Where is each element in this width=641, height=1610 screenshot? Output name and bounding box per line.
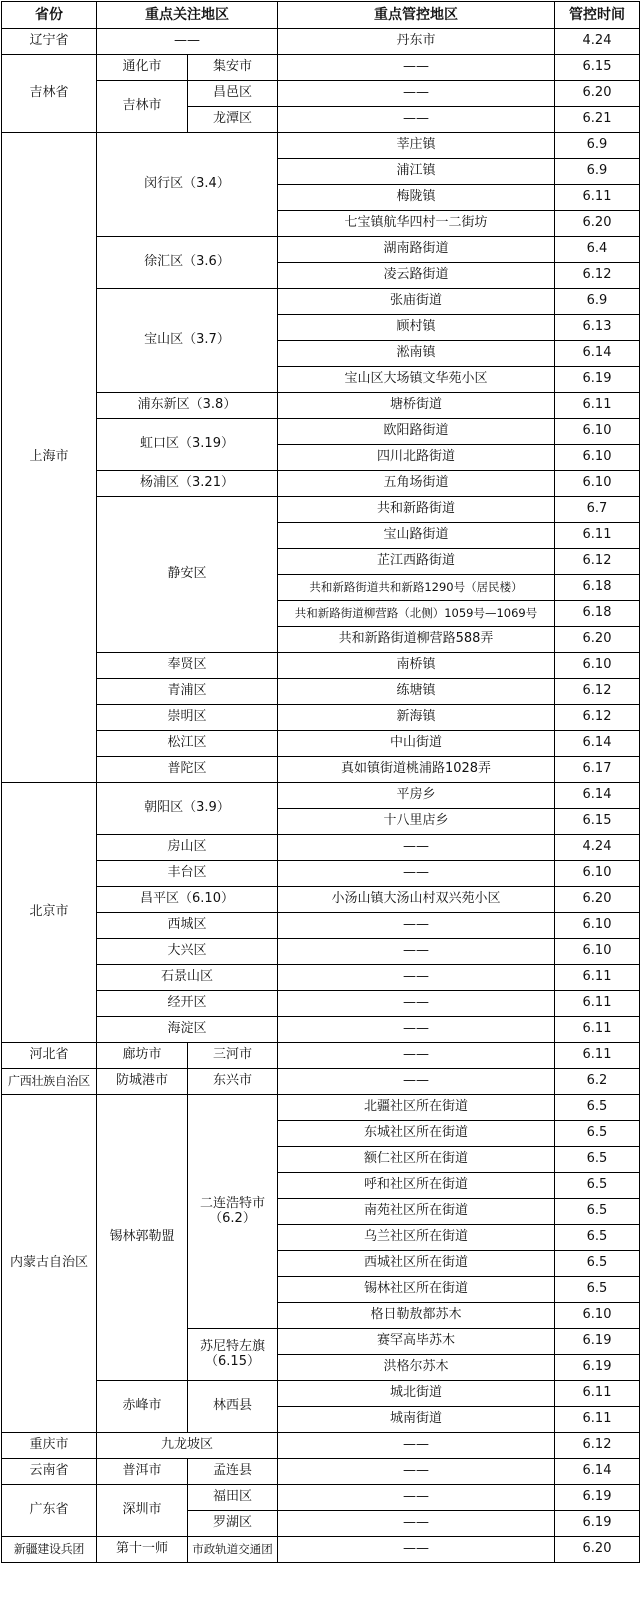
control-time-cell: 6.10 — [555, 913, 640, 939]
table-row — [2, 757, 640, 783]
table-row — [2, 887, 640, 913]
control-area-cell: 新海镇 — [278, 705, 555, 731]
control-area-cell: 共和新路街道柳营路588弄 — [278, 627, 555, 653]
control-area-cell: 南苑社区所在街道 — [278, 1199, 555, 1225]
header-focus-area: 重点关注地区 — [97, 2, 278, 29]
control-time-cell: 6.9 — [555, 289, 640, 315]
city-cell: 通化市 — [97, 55, 188, 81]
table-row — [2, 965, 640, 991]
district-cell: 罗湖区 — [188, 1511, 278, 1537]
control-area-cell: —— — [278, 991, 555, 1017]
table-row — [2, 1381, 640, 1407]
control-time-cell: 6.19 — [555, 1511, 640, 1537]
focus-cell: 虹口区（3.19） — [97, 419, 278, 471]
focus-cell: 石景山区 — [97, 965, 278, 991]
control-time-cell: 6.11 — [555, 965, 640, 991]
focus-cell: —— — [97, 29, 278, 55]
city-cell: 深圳市 — [97, 1485, 188, 1537]
control-time-cell: 6.5 — [555, 1095, 640, 1121]
district-cell: 市政轨道交通团 — [188, 1537, 278, 1563]
control-area-cell: 浦江镇 — [278, 159, 555, 185]
control-area-cell: 塘桥街道 — [278, 393, 555, 419]
control-time-cell: 6.10 — [555, 445, 640, 471]
control-time-cell: 6.12 — [555, 263, 640, 289]
control-time-cell: 6.5 — [555, 1277, 640, 1303]
control-area-cell: 共和新路街道 — [278, 497, 555, 523]
control-time-cell: 6.14 — [555, 1459, 640, 1485]
header-province: 省份 — [2, 2, 97, 29]
control-area-cell: —— — [278, 107, 555, 133]
city-cell: 普洱市 — [97, 1459, 188, 1485]
focus-cell: 杨浦区（3.21） — [97, 471, 278, 497]
district-cell: 集安市 — [188, 55, 278, 81]
control-time-cell: 6.20 — [555, 211, 640, 237]
control-area-cell: 小汤山镇大汤山村双兴苑小区 — [278, 887, 555, 913]
table-row — [2, 1043, 640, 1069]
control-time-cell: 6.20 — [555, 887, 640, 913]
table-row — [2, 913, 640, 939]
control-time-cell: 6.5 — [555, 1225, 640, 1251]
table-row — [2, 393, 640, 419]
province-cell: 内蒙古自治区 — [2, 1095, 97, 1433]
control-area-cell: 真如镇街道桃浦路1028弄 — [278, 757, 555, 783]
control-area-cell: 宝山路街道 — [278, 523, 555, 549]
control-area-cell: 宝山区大场镇文华苑小区 — [278, 367, 555, 393]
control-area-cell: 额仁社区所在街道 — [278, 1147, 555, 1173]
control-area-cell: 五角场街道 — [278, 471, 555, 497]
province-cell: 吉林省 — [2, 55, 97, 133]
control-time-cell: 6.10 — [555, 471, 640, 497]
control-time-cell: 6.12 — [555, 549, 640, 575]
city-cell: 防城港市 — [97, 1069, 188, 1095]
city-cell: 赤峰市 — [97, 1381, 188, 1433]
control-time-cell: 4.24 — [555, 29, 640, 55]
control-time-cell: 6.10 — [555, 419, 640, 445]
control-time-cell: 6.20 — [555, 1537, 640, 1563]
control-time-cell: 6.9 — [555, 133, 640, 159]
control-time-cell: 6.20 — [555, 81, 640, 107]
city-cell: 锡林郭勒盟 — [97, 1095, 188, 1381]
province-cell: 辽宁省 — [2, 29, 97, 55]
control-area-cell: 乌兰社区所在街道 — [278, 1225, 555, 1251]
focus-cell: 奉贤区 — [97, 653, 278, 679]
control-area-cell: 中山街道 — [278, 731, 555, 757]
control-time-cell: 6.12 — [555, 705, 640, 731]
control-time-cell: 6.15 — [555, 55, 640, 81]
province-cell: 上海市 — [2, 133, 97, 783]
control-area-cell: 城北街道 — [278, 1381, 555, 1407]
control-area-cell: 梅陇镇 — [278, 185, 555, 211]
province-cell: 河北省 — [2, 1043, 97, 1069]
control-time-cell: 6.19 — [555, 367, 640, 393]
control-time-cell: 6.11 — [555, 523, 640, 549]
control-area-cell: 顾村镇 — [278, 315, 555, 341]
control-area-cell: —— — [278, 913, 555, 939]
focus-cell: 徐汇区（3.6） — [97, 237, 278, 289]
control-time-cell: 6.19 — [555, 1329, 640, 1355]
control-area-cell: 淞南镇 — [278, 341, 555, 367]
control-area-cell: 呼和社区所在街道 — [278, 1173, 555, 1199]
district-cell: 龙潭区 — [188, 107, 278, 133]
focus-cell: 大兴区 — [97, 939, 278, 965]
control-time-cell: 6.5 — [555, 1199, 640, 1225]
header-control-time: 管控时间 — [555, 2, 640, 29]
control-time-cell: 6.19 — [555, 1355, 640, 1381]
control-area-cell: 共和新路街道共和新路1290号（居民楼） — [278, 575, 555, 601]
focus-cell: 经开区 — [97, 991, 278, 1017]
province-cell: 北京市 — [2, 783, 97, 1043]
control-area-cell: 赛罕高毕苏木 — [278, 1329, 555, 1355]
control-area-cell: 城南街道 — [278, 1407, 555, 1433]
control-time-cell: 6.2 — [555, 1069, 640, 1095]
control-area-cell: —— — [278, 1459, 555, 1485]
control-area-cell: —— — [278, 81, 555, 107]
table-row — [2, 419, 640, 445]
focus-cell: 房山区 — [97, 835, 278, 861]
focus-cell: 宝山区（3.7） — [97, 289, 278, 393]
control-area-cell: 南桥镇 — [278, 653, 555, 679]
province-cell: 广西壮族自治区 — [2, 1069, 97, 1095]
district-cell: 苏尼特左旗（6.15） — [188, 1329, 278, 1381]
city-cell: 第十一师 — [97, 1537, 188, 1563]
table-row — [2, 1069, 640, 1095]
control-area-cell: —— — [278, 1485, 555, 1511]
control-area-cell: 凌云路街道 — [278, 263, 555, 289]
control-area-cell: 芷江西路街道 — [278, 549, 555, 575]
focus-cell: 闵行区（3.4） — [97, 133, 278, 237]
control-time-cell: 6.7 — [555, 497, 640, 523]
control-time-cell: 6.5 — [555, 1251, 640, 1277]
control-time-cell: 6.12 — [555, 1433, 640, 1459]
control-time-cell: 6.11 — [555, 1043, 640, 1069]
control-area-cell: —— — [278, 835, 555, 861]
control-time-cell: 6.11 — [555, 991, 640, 1017]
control-area-cell: 湖南路街道 — [278, 237, 555, 263]
control-area-cell: 锡林社区所在街道 — [278, 1277, 555, 1303]
control-area-cell: —— — [278, 965, 555, 991]
control-time-cell: 6.21 — [555, 107, 640, 133]
table-row — [2, 1485, 640, 1511]
table-row — [2, 289, 640, 315]
control-time-cell: 6.11 — [555, 1407, 640, 1433]
control-time-cell: 6.14 — [555, 731, 640, 757]
table-row — [2, 29, 640, 55]
district-cell: 昌邑区 — [188, 81, 278, 107]
table-row — [2, 705, 640, 731]
control-time-cell: 6.5 — [555, 1121, 640, 1147]
table-row — [2, 1537, 640, 1563]
table-row — [2, 237, 640, 263]
control-area-table — [1, 1, 640, 1563]
control-time-cell: 6.17 — [555, 757, 640, 783]
district-cell: 三河市 — [188, 1043, 278, 1069]
focus-cell: 崇明区 — [97, 705, 278, 731]
table-row — [2, 133, 640, 159]
table-row — [2, 1017, 640, 1043]
table-row — [2, 1433, 640, 1459]
table-row — [2, 1095, 640, 1121]
control-time-cell: 6.10 — [555, 1303, 640, 1329]
control-area-cell: 丹东市 — [278, 29, 555, 55]
control-time-cell: 6.13 — [555, 315, 640, 341]
focus-cell: 朝阳区（3.9） — [97, 783, 278, 835]
focus-cell: 青浦区 — [97, 679, 278, 705]
control-area-cell: —— — [278, 55, 555, 81]
control-area-cell: —— — [278, 1433, 555, 1459]
city-cell: 廊坊市 — [97, 1043, 188, 1069]
province-cell: 新疆建设兵团 — [2, 1537, 97, 1563]
table-row — [2, 783, 640, 809]
control-area-cell: —— — [278, 1043, 555, 1069]
header-row — [2, 2, 640, 29]
focus-cell: 丰台区 — [97, 861, 278, 887]
focus-cell: 普陀区 — [97, 757, 278, 783]
control-area-cell: 张庙街道 — [278, 289, 555, 315]
table-row — [2, 991, 640, 1017]
focus-cell: 静安区 — [97, 497, 278, 653]
province-cell: 重庆市 — [2, 1433, 97, 1459]
control-time-cell: 6.20 — [555, 627, 640, 653]
control-time-cell: 6.18 — [555, 575, 640, 601]
focus-cell: 海淀区 — [97, 1017, 278, 1043]
control-time-cell: 6.19 — [555, 1485, 640, 1511]
control-time-cell: 6.18 — [555, 601, 640, 627]
control-area-cell: 共和新路街道柳营路（北侧）1059号—1069号 — [278, 601, 555, 627]
control-area-cell: 西城社区所在街道 — [278, 1251, 555, 1277]
district-cell: 林西县 — [188, 1381, 278, 1433]
control-area-cell: —— — [278, 1069, 555, 1095]
focus-cell: 西城区 — [97, 913, 278, 939]
control-time-cell: 6.10 — [555, 939, 640, 965]
control-time-cell: 6.11 — [555, 1017, 640, 1043]
control-area-cell: 平房乡 — [278, 783, 555, 809]
control-area-cell: —— — [278, 861, 555, 887]
control-time-cell: 6.11 — [555, 393, 640, 419]
table-row — [2, 55, 640, 81]
table-row — [2, 81, 640, 107]
table-row — [2, 835, 640, 861]
control-time-cell: 6.15 — [555, 809, 640, 835]
control-time-cell: 4.24 — [555, 835, 640, 861]
district-cell: 东兴市 — [188, 1069, 278, 1095]
focus-cell: 昌平区（6.10） — [97, 887, 278, 913]
control-time-cell: 6.11 — [555, 1381, 640, 1407]
city-cell: 吉林市 — [97, 81, 188, 133]
table-row — [2, 471, 640, 497]
district-cell: 福田区 — [188, 1485, 278, 1511]
focus-cell: 九龙坡区 — [97, 1433, 278, 1459]
table-row — [2, 731, 640, 757]
control-time-cell: 6.4 — [555, 237, 640, 263]
control-area-cell: 莘庄镇 — [278, 133, 555, 159]
table-row — [2, 679, 640, 705]
focus-cell: 松江区 — [97, 731, 278, 757]
focus-cell: 浦东新区（3.8） — [97, 393, 278, 419]
control-time-cell: 6.14 — [555, 783, 640, 809]
control-area-cell: 北疆社区所在街道 — [278, 1095, 555, 1121]
control-area-cell: 练塘镇 — [278, 679, 555, 705]
control-time-cell: 6.9 — [555, 159, 640, 185]
control-time-cell: 6.10 — [555, 861, 640, 887]
control-area-cell: —— — [278, 1511, 555, 1537]
control-area-cell: —— — [278, 1017, 555, 1043]
control-time-cell: 6.11 — [555, 185, 640, 211]
table-row — [2, 939, 640, 965]
control-area-cell: 格日勒敖都苏木 — [278, 1303, 555, 1329]
table-row — [2, 861, 640, 887]
control-area-cell: 十八里店乡 — [278, 809, 555, 835]
control-time-cell: 6.5 — [555, 1147, 640, 1173]
control-time-cell: 6.14 — [555, 341, 640, 367]
control-time-cell: 6.12 — [555, 679, 640, 705]
district-cell: 孟连县 — [188, 1459, 278, 1485]
control-time-cell: 6.5 — [555, 1173, 640, 1199]
control-area-cell: 七宝镇航华四村一二街坊 — [278, 211, 555, 237]
control-area-cell: 东城社区所在街道 — [278, 1121, 555, 1147]
district-cell: 二连浩特市（6.2） — [188, 1095, 278, 1329]
control-area-cell: 四川北路街道 — [278, 445, 555, 471]
table-row — [2, 1459, 640, 1485]
control-area-cell: 欧阳路街道 — [278, 419, 555, 445]
header-control-area: 重点管控地区 — [278, 2, 555, 29]
province-cell: 云南省 — [2, 1459, 97, 1485]
control-area-cell: —— — [278, 1537, 555, 1563]
control-area-cell: 洪格尔苏木 — [278, 1355, 555, 1381]
table-row — [2, 653, 640, 679]
table-row — [2, 497, 640, 523]
control-time-cell: 6.10 — [555, 653, 640, 679]
province-cell: 广东省 — [2, 1485, 97, 1537]
control-area-cell: —— — [278, 939, 555, 965]
